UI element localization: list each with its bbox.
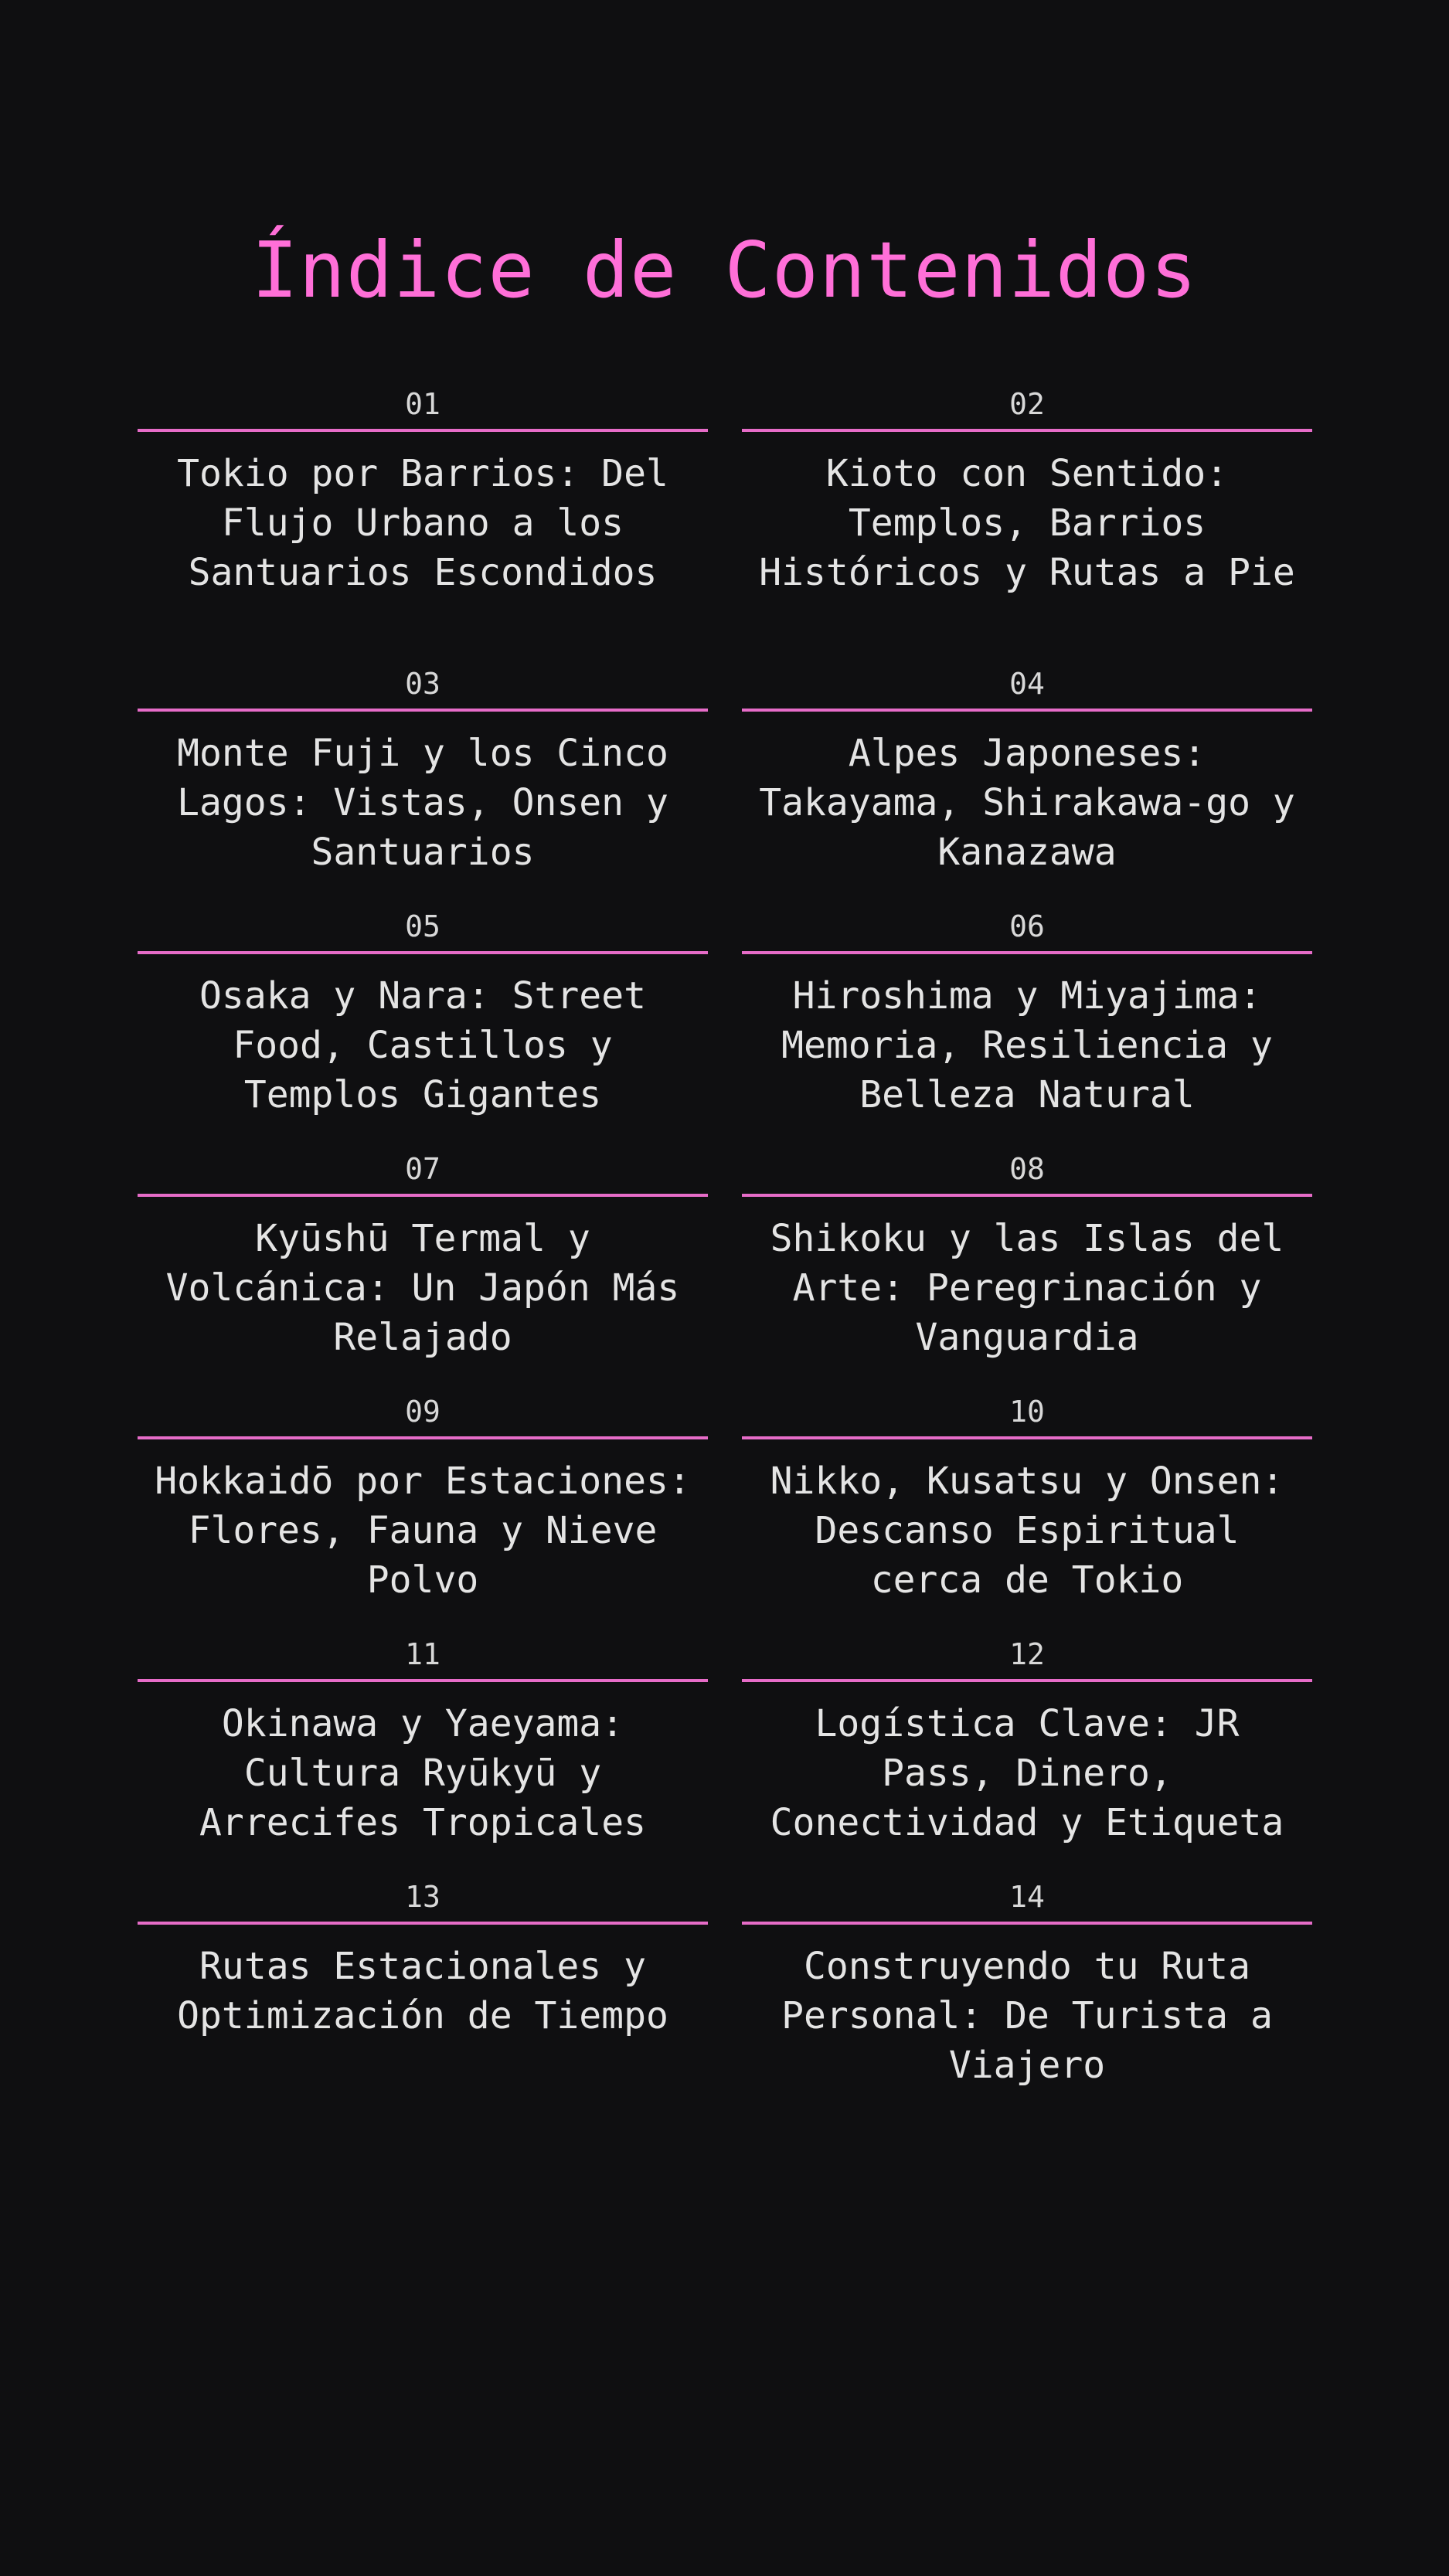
toc-entry-06[interactable] <box>742 905 1312 1147</box>
entry-title: Kioto con Sentido: Templos, Barrios Históricos y Rutas a Pie <box>759 452 1295 594</box>
toc-entry-08[interactable] <box>742 1147 1312 1390</box>
toc-entry-10[interactable] <box>742 1390 1312 1633</box>
toc-entry-09[interactable] <box>138 1390 708 1633</box>
toc-entry-04[interactable] <box>742 662 1312 905</box>
toc-grid <box>138 382 1312 2118</box>
entry-number: 09 <box>405 1395 440 1429</box>
entry-number: 04 <box>1009 667 1045 701</box>
entry-number: 03 <box>405 667 440 701</box>
entry-title: Tokio por Barrios: Del Flujo Urbano a los Santuarios Escondidos <box>177 452 668 594</box>
entry-title: Alpes Japoneses: Takayama, Shirakawa-go y Kanazawa <box>759 732 1295 874</box>
entry-title: Hokkaidō por Estaciones: Flores, Fauna y Nieve Polvo <box>155 1460 691 1602</box>
entry-number: 08 <box>1009 1152 1045 1186</box>
entry-number: 10 <box>1009 1395 1045 1429</box>
entry-number: 11 <box>405 1637 440 1671</box>
toc-entry-01[interactable] <box>138 382 708 662</box>
entry-title: Rutas Estacionales y Optimización de Tiempo <box>177 1945 668 2037</box>
entry-title: Osaka y Nara: Street Food, Castillos y Templos Gigantes <box>199 974 646 1116</box>
entry-title: Kyūshū Termal y Volcánica: Un Japón Más Relajado <box>165 1217 680 1359</box>
entry-title: Shikoku y las Islas del Arte: Peregrinación y Vanguardia <box>770 1217 1284 1359</box>
toc-entry-13[interactable] <box>138 1875 708 2118</box>
toc-entry-05[interactable] <box>138 905 708 1147</box>
entry-title: Logística Clave: JR Pass, Dinero, Conectividad y Etiqueta <box>770 1702 1284 1844</box>
toc-entry-03[interactable] <box>138 662 708 905</box>
entry-title: Okinawa y Yaeyama: Cultura Ryūkyū y Arrecifes Tropicales <box>199 1702 646 1844</box>
entry-number: 07 <box>405 1152 440 1186</box>
entry-number: 05 <box>405 909 440 943</box>
toc-entry-11[interactable] <box>138 1633 708 1875</box>
entry-number: 06 <box>1009 909 1045 943</box>
toc-entry-14[interactable] <box>742 1875 1312 2118</box>
entry-number: 12 <box>1009 1637 1045 1671</box>
toc-entry-12[interactable] <box>742 1633 1312 1875</box>
page-title: Índice de Contenidos <box>251 225 1198 315</box>
entry-title: Hiroshima y Miyajima: Memoria, Resiliencia y Belleza Natural <box>781 974 1273 1116</box>
toc-entry-02[interactable] <box>742 382 1312 662</box>
entry-number: 14 <box>1009 1880 1045 1914</box>
entry-number: 02 <box>1009 387 1045 421</box>
entry-title: Nikko, Kusatsu y Onsen: Descanso Espiritual cerca de Tokio <box>770 1460 1284 1602</box>
entry-title: Monte Fuji y los Cinco Lagos: Vistas, Onsen y Santuarios <box>177 732 668 874</box>
entry-number: 01 <box>405 387 440 421</box>
entry-title: Construyendo tu Ruta Personal: De Turista a Viajero <box>781 1945 1273 2087</box>
entry-number: 13 <box>405 1880 440 1914</box>
toc-entry-07[interactable] <box>138 1147 708 1390</box>
